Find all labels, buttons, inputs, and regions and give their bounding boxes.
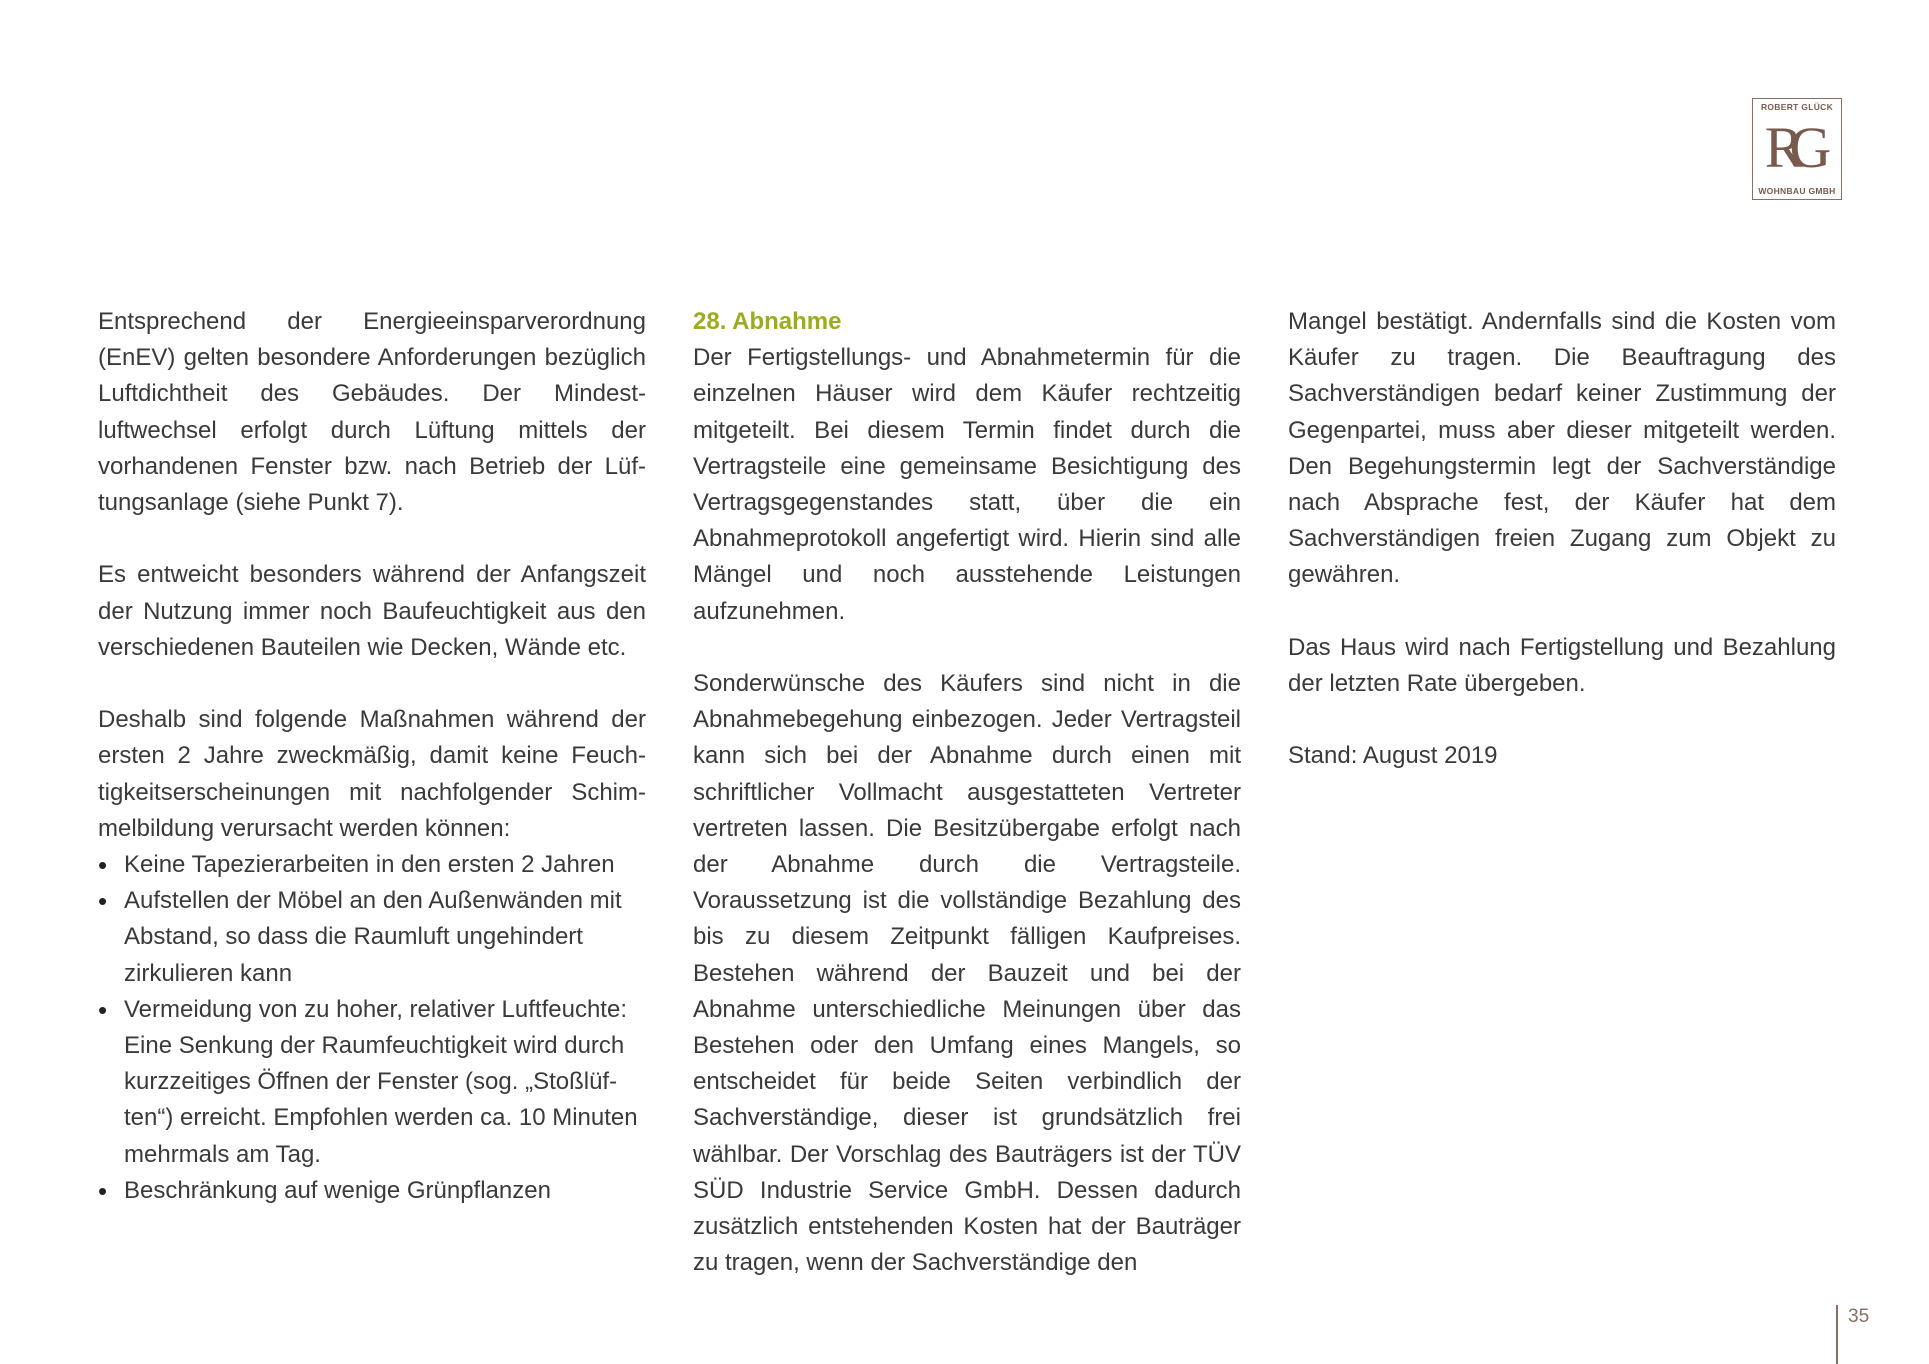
paragraph-mangel: Mangel bestätigt. Andernfalls sind die Kosten vom Käufer zu tragen. Die Beauftragung des Sachverständigen bedarf keiner Zustimmung der Gegenpartei, muss aber dieser mitgeteilt werden. Den Begehungstermin legt der Sachverständige nach Absprache fest, der Käufer hat dem Sachverständigen freien Zugang zum Objekt zu gewähren. — [1288, 308, 1836, 589]
paragraph-sonderwuensche: Sonderwünsche des Käufers sind nicht in die Abnahmebegehung einbezogen. Jeder Vertragsteil kann sich bei der Abnahme durch einen mit schriftlicher Vollmacht ausgestatteten Vertreter vertreten lassen. Die Besitzübergabe erfolgt nach der Abnahme durch die Vertragsteile. Voraussetzung ist die vollständige Bezahlung des bis zu diesem Zeitpunkt fälligen Kaufpreises. Bestehen während der Bauzeit und bei der Abnahme unterschiedliche Meinungen über das Bestehen oder den Umfang eines Mangels, so entscheidet für beide Seiten verbindlich der Sachverständige, dieser ist grundsätzlich frei wählbar. Der Vorschlag des Bauträgers ist der TÜV SÜD Industrie Service GmbH. Dessen dadurch zusätzlich entstehenden Kosten hat der Bauträger zu tragen, wenn der Sachverständige den — [693, 670, 1241, 1277]
paragraph-enev: Entsprechend der Energieeinsparverordnung (EnEV) gelten besondere Anforderungen bezüglich Luftdichtheit des Gebäudes. Der Mindestluftwechsel erfolgt durch Lüftung mittels der vorhandenen Fenster bzw. nach Betrieb der Lüftungsanlage (siehe Punkt 7). — [98, 308, 646, 517]
paragraph-uebergabe: Das Haus wird nach Fertigstellung und Bezahlung der letzten Rate übergeben. — [1288, 633, 1836, 698]
paragraph-massnahmen: Deshalb sind folgende Maßnahmen während der ersten 2 Jahre zweckmäßig, damit keine Feuchtigkeitserscheinungen mit nachfolgender Schimmelbildung verursacht werden können: — [98, 706, 646, 842]
page-number: 35 — [1848, 1306, 1870, 1327]
list-item: • Keine Tapezierarbeiten in den ersten 2 Jahren — [98, 847, 646, 883]
paragraph-stand: Stand: August 2019 — [1288, 742, 1498, 770]
text-column-1 — [98, 304, 646, 1209]
list-item: • Beschränkung auf wenige Grünpflanzen — [98, 1173, 646, 1209]
list-item: • Aufstellen der Möbel an den Außenwänden mit Abstand, so dass die Raumluft ungehindert zirkulieren kann — [98, 883, 646, 992]
text-column-3 — [1288, 304, 1836, 811]
company-logo — [1752, 98, 1842, 200]
text-column-2 — [693, 304, 1241, 1281]
page-divider — [1836, 1305, 1838, 1364]
paragraph-baufeuchtigkeit: Es entweicht besonders während der Anfangszeit der Nutzung immer noch Baufeuchtigkeit aus den verschiedenen Bauteilen wie Decken, Wände etc. — [98, 561, 646, 661]
logo-top-text: ROBERT GLÜCK — [1760, 102, 1834, 112]
logo-bottom-text: WOHNBAU GMBH — [1758, 185, 1836, 196]
measures-list — [98, 847, 646, 1209]
logo-monogram: RG — [1764, 115, 1818, 180]
section-heading: 28. Abnahme — [693, 308, 842, 335]
paragraph-abnahmetermin: Der Fertigstellungs- und Abnahmetermin für die einzelnen Häuser wird dem Käufer rechtzeitig mitgeteilt. Bei diesem Termin findet durch die Vertragsteile eine gemeinsame Besichtigung des Vertragsgegenstandes statt, über die ein Abnahmeprotokoll angefertigt wird. Hierin sind alle Mängel und noch ausstehende Leistungen aufzunehmen. — [693, 344, 1241, 625]
list-item: • Vermeidung von zu hoher, relativer Luftfeuchte: Eine Senkung der Raumfeuchtigkeit wird durch kurzzeitiges Öffnen der Fenster (sog. „Stoßlüften“) erreicht. Empfohlen werden ca. 10 Minuten mehrmals am Tag. — [98, 992, 646, 1173]
